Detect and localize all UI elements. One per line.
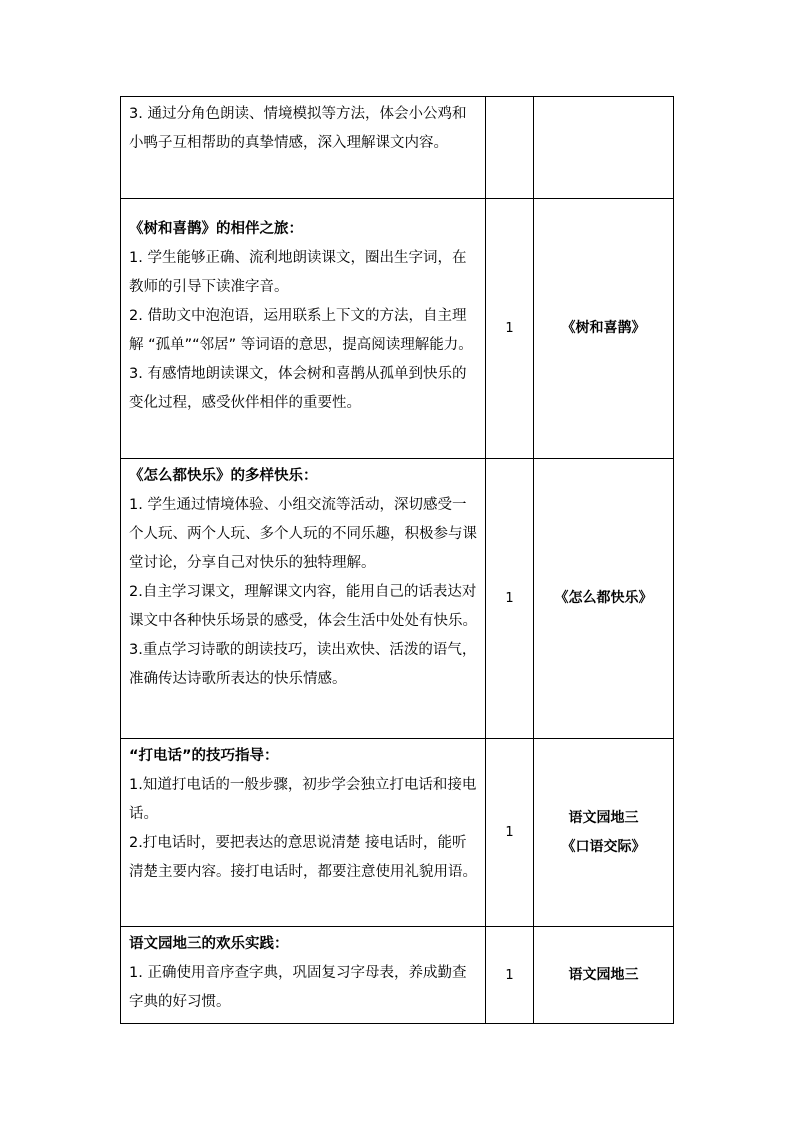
objective-item: 2.打电话时，要把表达的意思说清楚 接电话时，能听清楚主要内容。接打电话时，都要注意使用礼貌用语。 xyxy=(129,835,477,880)
hours-cell: 1 xyxy=(486,199,534,459)
objectives-cell xyxy=(121,97,486,199)
hours-cell: 1 xyxy=(486,459,534,739)
lesson-title-cell xyxy=(534,739,674,927)
section-heading: “打电话”的技巧指导： xyxy=(129,748,279,764)
hours-cell: 1 xyxy=(486,739,534,927)
section-heading: 《树和喜鹊》的相伴之旅： xyxy=(129,221,303,237)
lesson-title: 《怎么都快乐》 xyxy=(554,590,653,606)
lesson-title-cell xyxy=(534,927,674,1024)
lesson-title-cell xyxy=(534,199,674,459)
objective-item: 1. 正确使用音序查字典，巩固复习字母表，养成勤查字典的好习惯。 xyxy=(129,965,467,1010)
objective-item: 3. 通过分角色朗读、情境模拟等方法，体会小公鸡和小鸭子互相帮助的真挚情感，深入理解课文内容。 xyxy=(129,106,467,151)
lesson-plan-table xyxy=(120,96,674,1024)
lesson-title-cell xyxy=(534,459,674,739)
objective-item: 2.自主学习课文，理解课文内容，能用自己的话表达对课文中各种快乐场景的感受，体会生活中处处有快乐。 xyxy=(129,584,477,629)
lesson-title: 《树和喜鹊》 xyxy=(561,320,646,336)
hours-cell xyxy=(486,97,534,199)
section-heading: 《怎么都快乐》的多样快乐： xyxy=(129,468,318,484)
objective-item: 2. 借助文中泡泡语，运用联系上下文的方法，自主理解 “孤单”“邻居” 等词语的意思，提高阅读理解能力。 xyxy=(129,308,473,353)
objective-item: 3.重点学习诗歌的朗读技巧，读出欢快、活泼的语气，准确传达诗歌所表达的快乐情感。 xyxy=(129,642,477,687)
table-row xyxy=(121,927,674,1024)
lesson-title-cell xyxy=(534,97,674,199)
table-row xyxy=(121,459,674,739)
objectives-cell xyxy=(121,927,486,1024)
table-row xyxy=(121,199,674,459)
objectives-cell xyxy=(121,199,486,459)
objectives-cell xyxy=(121,739,486,927)
lesson-title: 语文园地三 xyxy=(568,966,639,983)
objective-item: 3. 有感情地朗读课文，体会树和喜鹊从孤单到快乐的变化过程，感受伙伴相伴的重要性。 xyxy=(129,366,467,411)
lesson-subtitle: 《口语交际》 xyxy=(561,838,646,855)
table-row xyxy=(121,739,674,927)
objective-item: 1. 学生能够正确、流利地朗读课文，圈出生字词，在教师的引导下读准字音。 xyxy=(129,250,467,295)
lesson-title: 语文园地三 xyxy=(568,809,639,826)
hours-cell: 1 xyxy=(486,927,534,1024)
objective-item: 1.知道打电话的一般步骤，初步学会独立打电话和接电话。 xyxy=(129,777,477,822)
section-heading: 语文园地三的欢乐实践： xyxy=(129,936,289,952)
objectives-cell xyxy=(121,459,486,739)
objective-item: 1. 学生通过情境体验、小组交流等活动，深切感受一个人玩、两个人玩、多个人玩的不同乐趣，积极参与课堂讨论，分享自己对快乐的独特理解。 xyxy=(129,497,477,571)
table-row xyxy=(121,97,674,199)
